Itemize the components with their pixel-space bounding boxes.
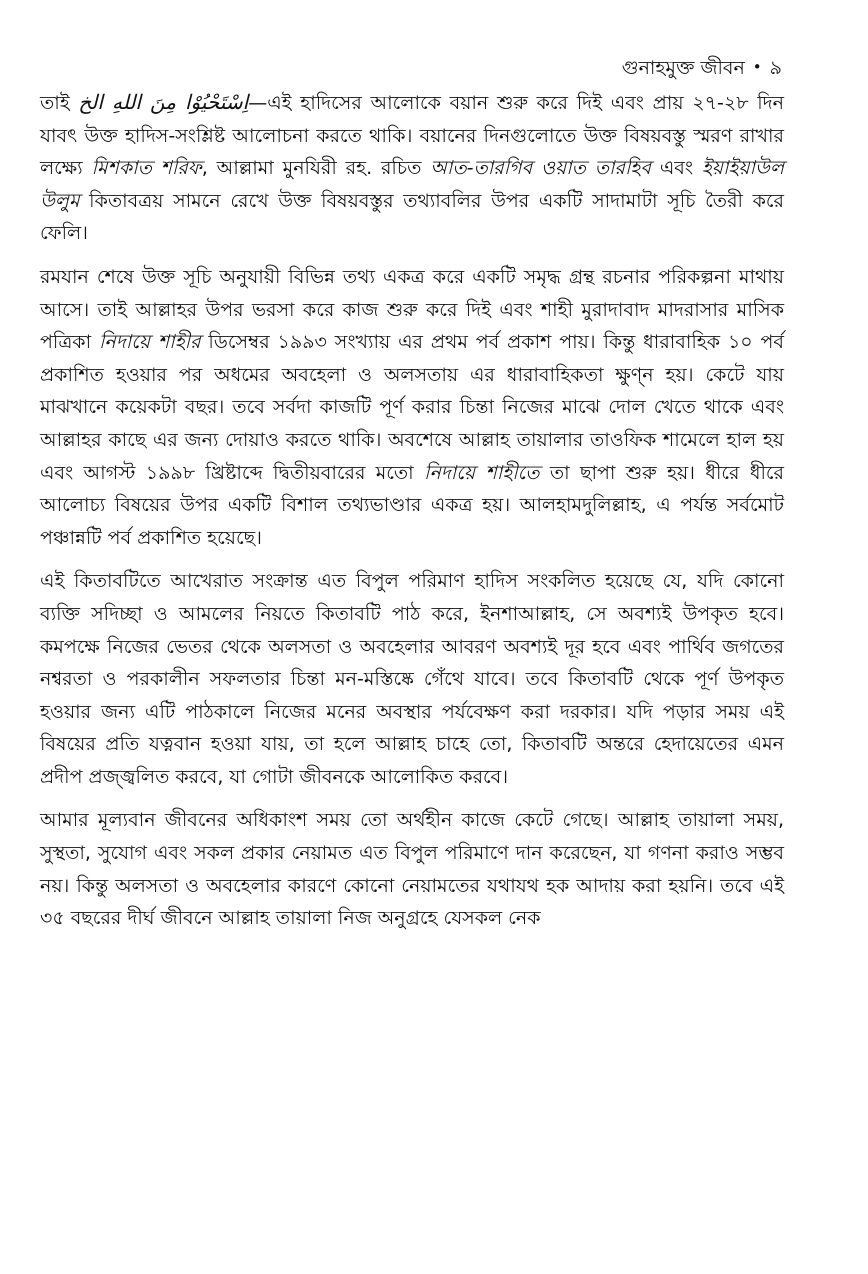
magazine-ref-2: নিদায়ে শাহীতে	[424, 461, 540, 484]
paragraph-3: এই কিতাবটিতে আখেরাত সংক্রান্ত এত বিপুল পরিমাণ হাদিস সংকলিত হয়েছে যে, যদি কোনো ব্যক্তি সদিচ্ছা ও আমলের নিয়তে কিতাবটি পাঠ করে, ইনশাআল্লাহ, সে অবশ্যই উপকৃত হবে। কমপক্ষে নিজের ভেতর থেকে অলসতা ও অবহেলার আবরণ অবশ্যই দূর হবে এবং পার্থিব জগতের নশ্বরতা ও পরকালীন সফলতার চিন্তা মন-মস্তিষ্কে গেঁথে যাবে। তবে কিতাবটি থেকে পূর্ণ উপকৃত হওয়ার জন্য এটি পাঠকালে নিজের মনের অবস্থার পর্যবেক্ষণ করা দরকার। যদি পড়ার সময় এই বিষয়ের প্রতি যত্নবান হওয়া যায়, তা হলে আল্লাহ চাহে তো, কিতাবটি অন্তরে হেদায়েতের এমন প্রদীপ প্রজ্জ্বলিত করবে, যা গোটা জীবনকে আলোকিত করবে।	[40, 570, 784, 788]
paragraph-2	[40, 261, 784, 554]
paragraph-1-text-2: , আল্লামা মুনযিরী রহ. রচিত	[201, 157, 431, 180]
paragraph-2-text-1: রমযান শেষে উক্ত সূচি অনুযায়ী বিভিন্ন তথ্য একত্র করে একটি সমৃদ্ধ গ্রন্থ রচনার পরিকল্পনা মাথায় আসে। তাই আল্লাহর উপর ভরসা করে কাজ শুরু করে দিই এবং শাহী মুরাদাবাদ মাদরাসার মাসিক পত্রিকা	[40, 265, 784, 354]
page-number: ৯	[769, 57, 782, 79]
body-text	[40, 86, 784, 946]
magazine-ref-1: নিদায়ে শাহীর	[98, 331, 201, 354]
paragraph-1	[40, 86, 784, 250]
book-ref-targhib: আত-তারগিব ওয়াত তারহিব	[430, 157, 651, 180]
book-ref-mishkat: মিশকাত শরিফ	[91, 157, 202, 180]
running-header	[622, 56, 782, 81]
paragraph-1-text-3: এবং	[651, 157, 702, 180]
paragraph-1-lead: তাই	[40, 92, 70, 114]
book-title: গুনাহমুক্ত জীবন	[621, 57, 745, 79]
paragraph-2-text-2: ডিসেম্বর ১৯৯৩ সংখ্যায় এর প্রথম পর্ব প্রকাশ পায়। কিন্তু ধারাবাহিক ১০ পর্ব প্রকাশিত হওয়ার পর অধমের অবহেলা ও অলসতায় এর ধারাবাহিকতা ক্ষুণ্ন হয়। কেটে যায় মাঝখানে কয়েকটা বছর। তবে সর্বদা কাজটি পূর্ণ করার চিন্তা নিজের মাঝে দোল খেতে থাকে এবং আল্লাহর কাছে এর জন্য দোয়াও করতে থাকি। অবশেষে আল্লাহ তায়ালার তাওফিক শামেলে হাল হয় এবং আগস্ট ১৯৯৮ খ্রিষ্টাব্দে দ্বিতীয়বারের মতো	[40, 331, 784, 484]
book-ref-ihya: ইয়াইয়াউল উলুম	[40, 157, 785, 212]
paragraph-1-text-4: কিতাবত্রয় সামনে রেখে উক্ত বিষয়বস্তুর তথ্যাবলির উপর একটি সাদামাটা সূচি তৈরী করে ফেলি।	[40, 189, 784, 245]
arabic-hadith-quote: اِسْتَحْيُوْا مِنَ اللهِ الخ	[78, 90, 249, 114]
paragraph-1-text-1: —এই হাদিসের আলোকে বয়ান শুরু করে দিই এবং প্রায় ২৭-২৮ দিন যাবৎ উক্ত হাদিস-সংশ্লিষ্ট আলোচনা করতে থাকি। বয়ানের দিনগুলোতে উক্ত বিষয়বস্তু স্মরণ রাখার লক্ষ্যে	[40, 92, 785, 180]
paragraph-4: আমার মূল্যবান জীবনের অধিকাংশ সময় তো অর্থহীন কাজে কেটে গেছে। আল্লাহ তায়ালা সময়, সুস্থতা, সুযোগ এবং সকল প্রকার নেয়ামত এত বিপুল পরিমাণে দান করেছেন, যা গণনা করাও সম্ভব নয়। কিন্তু অলসতা ও অবহেলার কারণে কোনো নেয়ামতের যথাযথ হক আদায় করা হয়নি। তবে এই ৩৫ বছরের দীর্ঘ জীবনে আল্লাহ তায়ালা নিজ অনুগ্রহে যেসকল নেক	[40, 809, 784, 930]
header-separator: •	[752, 58, 762, 76]
paragraph-2-text-3: তা ছাপা শুরু হয়। ধীরে ধীরে আলোচ্য বিষয়ের উপর একটি বিশাল তথ্যভাণ্ডার একত্র হয়। আলহামদুলিল্লাহ, এ পর্যন্ত সর্বমোট পঞ্চান্নটি পর্ব প্রকাশিত হয়েছে।	[40, 461, 784, 549]
